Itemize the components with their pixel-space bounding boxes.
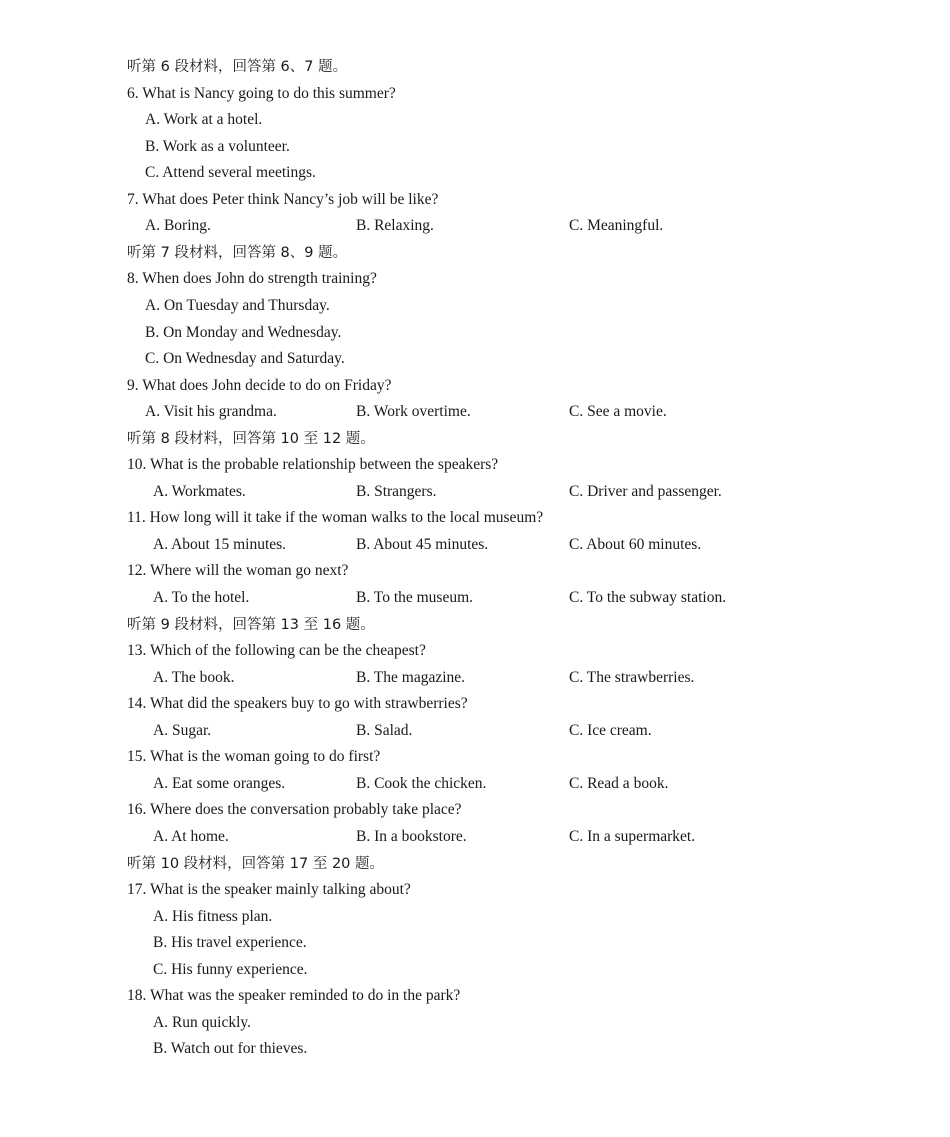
answer-option: C. About 60 minutes. bbox=[569, 536, 702, 553]
answer-option: B. Salad. bbox=[356, 722, 413, 739]
question-text: 12. Where will the woman go next? bbox=[127, 562, 349, 579]
question-text: 11. How long will it take if the woman walks to the local museum? bbox=[127, 509, 544, 526]
answer-option: A. Work at a hotel. bbox=[145, 111, 263, 128]
question-text: 18. What was the speaker reminded to do in the park? bbox=[127, 987, 461, 1004]
answer-option: B. Strangers. bbox=[356, 483, 437, 500]
question-text: 17. What is the speaker mainly talking about? bbox=[127, 881, 411, 898]
question-text: 16. Where does the conversation probably take place? bbox=[127, 801, 462, 818]
answer-option: B. In a bookstore. bbox=[356, 828, 467, 845]
question-text: 15. What is the woman going to do first? bbox=[127, 748, 381, 765]
answer-option: B. Watch out for thieves. bbox=[153, 1040, 308, 1057]
answer-option: C. On Wednesday and Saturday. bbox=[145, 350, 345, 367]
answer-option: C. In a supermarket. bbox=[569, 828, 696, 845]
section-instruction: 听第 8 段材料，回答第 10 至 12 题。 bbox=[127, 431, 375, 447]
answer-option: C. Attend several meetings. bbox=[145, 164, 316, 181]
options-row bbox=[0, 588, 950, 608]
question-text: 8. When does John do strength training? bbox=[127, 270, 377, 287]
answer-option: B. About 45 minutes. bbox=[356, 536, 489, 553]
answer-option: C. Ice cream. bbox=[569, 722, 652, 739]
answer-option: C. See a movie. bbox=[569, 403, 667, 420]
question-text: 7. What does Peter think Nancy’s job will be like? bbox=[127, 191, 439, 208]
answer-option: C. To the subway station. bbox=[569, 589, 727, 606]
options-row bbox=[0, 721, 950, 741]
options-row bbox=[0, 535, 950, 555]
section-instruction: 听第 7 段材料，回答第 8、9 题。 bbox=[127, 245, 348, 261]
answer-option: A. The book. bbox=[153, 669, 235, 686]
answer-option: A. Run quickly. bbox=[153, 1014, 252, 1031]
answer-option: C. Read a book. bbox=[569, 775, 669, 792]
answer-option: A. Boring. bbox=[145, 217, 211, 234]
answer-option: B. Relaxing. bbox=[356, 217, 434, 234]
answer-option: A. To the hotel. bbox=[153, 589, 250, 606]
section-instruction: 听第 6 段材料，回答第 6、7 题。 bbox=[127, 59, 348, 75]
section-instruction: 听第 10 段材料，回答第 17 至 20 题。 bbox=[127, 856, 385, 872]
answer-option: A. On Tuesday and Thursday. bbox=[145, 297, 330, 314]
answer-option: C. His funny experience. bbox=[153, 961, 308, 978]
answer-option: B. To the museum. bbox=[356, 589, 474, 606]
answer-option: B. Work overtime. bbox=[356, 403, 471, 420]
answer-option: B. On Monday and Wednesday. bbox=[145, 324, 342, 341]
answer-option: C. Driver and passenger. bbox=[569, 483, 722, 500]
options-row bbox=[0, 402, 950, 422]
options-row bbox=[0, 827, 950, 847]
answer-option: C. Meaningful. bbox=[569, 217, 664, 234]
question-text: 9. What does John decide to do on Friday? bbox=[127, 377, 392, 394]
answer-option: B. His travel experience. bbox=[153, 934, 307, 951]
answer-option: A. Visit his grandma. bbox=[145, 403, 277, 420]
answer-option: B. Work as a volunteer. bbox=[145, 138, 290, 155]
answer-option: A. Sugar. bbox=[153, 722, 212, 739]
question-text: 10. What is the probable relationship between the speakers? bbox=[127, 456, 499, 473]
options-row bbox=[0, 216, 950, 236]
question-text: 13. Which of the following can be the cheapest? bbox=[127, 642, 426, 659]
answer-option: B. The magazine. bbox=[356, 669, 466, 686]
options-row bbox=[0, 774, 950, 794]
options-row bbox=[0, 482, 950, 502]
answer-option: A. Eat some oranges. bbox=[153, 775, 286, 792]
options-row bbox=[0, 668, 950, 688]
answer-option: C. The strawberries. bbox=[569, 669, 695, 686]
answer-option: B. Cook the chicken. bbox=[356, 775, 487, 792]
answer-option: A. About 15 minutes. bbox=[153, 536, 287, 553]
question-text: 14. What did the speakers buy to go with strawberries? bbox=[127, 695, 468, 712]
answer-option: A. His fitness plan. bbox=[153, 908, 273, 925]
answer-option: A. At home. bbox=[153, 828, 229, 845]
section-instruction: 听第 9 段材料，回答第 13 至 16 题。 bbox=[127, 617, 375, 633]
question-text: 6. What is Nancy going to do this summer? bbox=[127, 85, 396, 102]
answer-option: A. Workmates. bbox=[153, 483, 246, 500]
